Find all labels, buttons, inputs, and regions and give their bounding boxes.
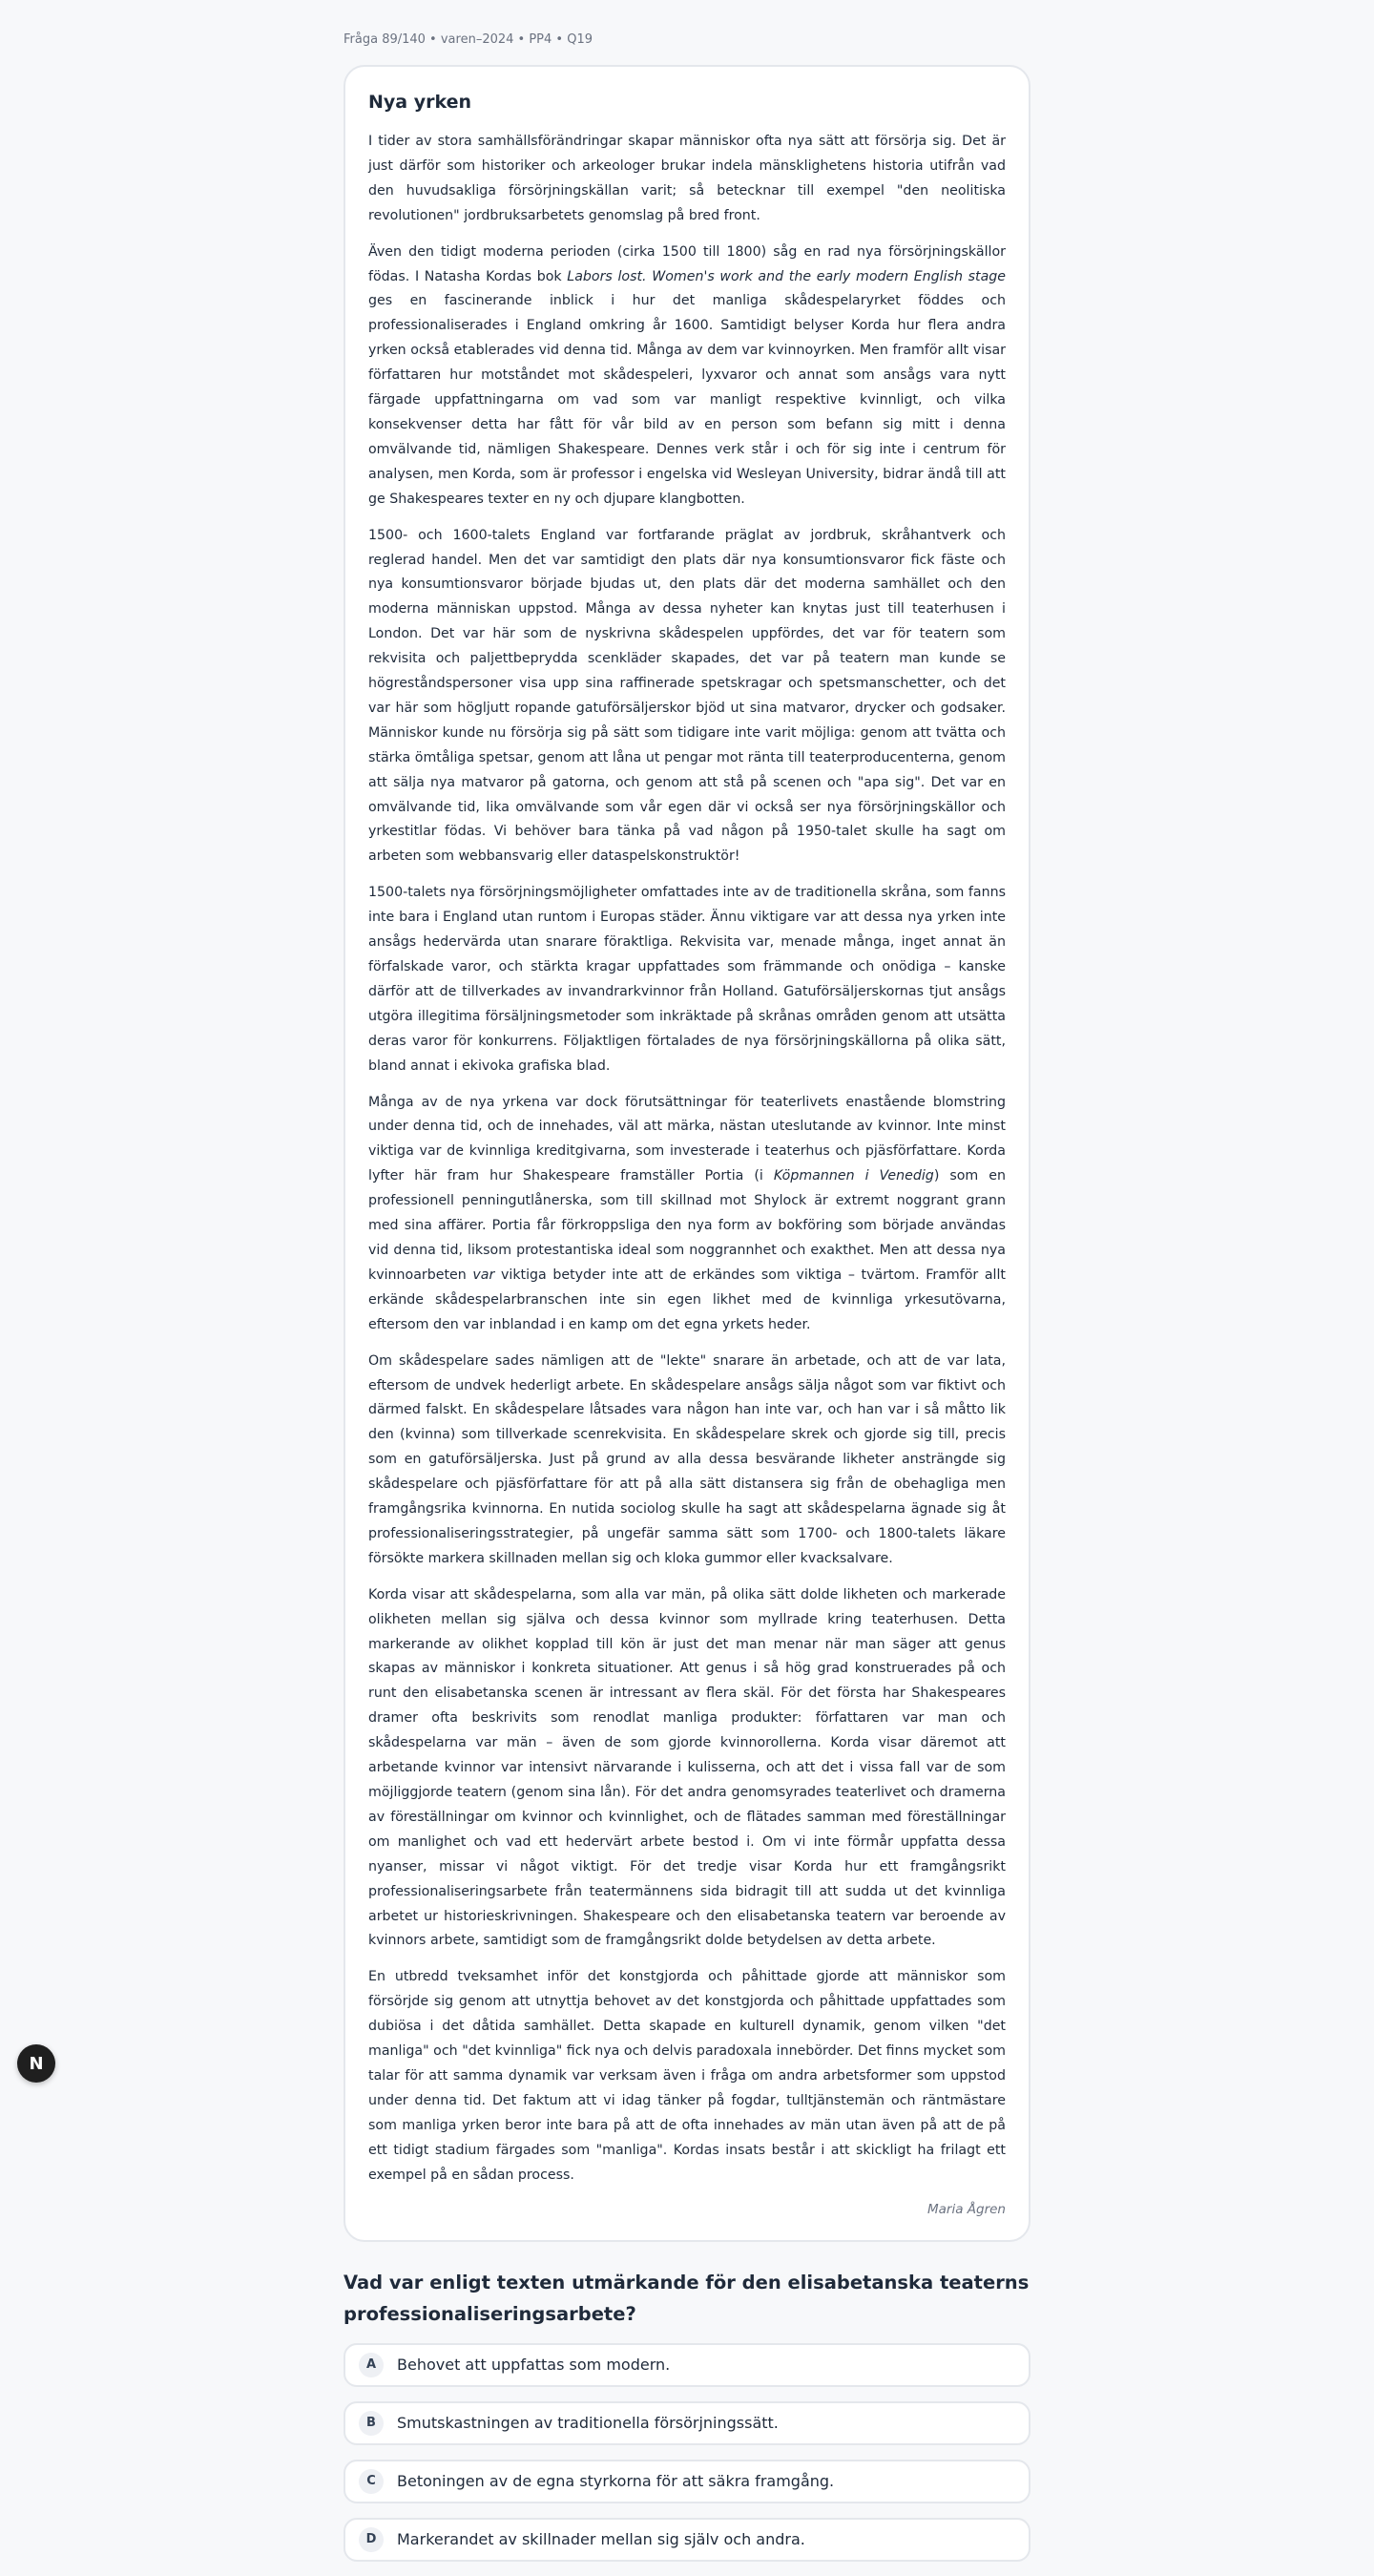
- article-card: [344, 65, 1030, 2242]
- nextjs-logo-icon: N: [29, 2053, 44, 2074]
- text-segment: Många av de nya yrkena var dock förutsättningar för teaterlivets enastående blomstring under denna tid, och de innehades, väl att märka, nästan uteslutande av kvinnor. Inte minst viktiga var de kvinnliga kreditgivarna, som investerade i teaterhus och pjäsförfattare. Korda lyfter här fram hur Shakespeare framställer Portia (i: [368, 1094, 1006, 1184]
- article-title: Nya yrken: [368, 92, 472, 113]
- option-text: Smutskastningen av traditionella försörjningssätt.: [397, 2414, 779, 2432]
- article-paragraph-6: Om skådespelare sades nämligen att de "lekte" snarare än arbetade, och att de var lata, eftersom de undvek hederligt arbete. En skådespelare ansågs sälja något som var fiktivt och därmed falskt. En skådespelare låtsades vara någon han inte var, och han var i så måtto lik den (kvinna) som tillverkade scenrekvisita. En skådespelare skrek och gjorde sig till, precis som en gatuförsäljerska. Just på grund av alla dessa besvärande likheter ansträngde sig skådespelare och pjäsförfattare för att på alla sätt distansera sig från de obehagliga men framgångsrika kvinnorna. En nutida sociolog skulle ha sagt att skådespelarna ägnade sig åt professionaliseringsstrategier, på ungefär samma sätt som 1700- och 1800-talets läkare försökte markera skillnaden mellan sig och kloka gummor eller kvacksalvare.: [368, 1352, 1006, 1566]
- article-paragraph-5: [368, 1091, 1006, 1338]
- question-meta: Fråga 89/140 • varen–2024 • PP4 • Q19: [344, 32, 593, 47]
- article-paragraph-2: [368, 241, 1006, 513]
- answer-options: [344, 2343, 1030, 2562]
- option-text: Betoningen av de egna styrkorna för att säkra framgång.: [397, 2472, 835, 2490]
- article-author: Maria Ågren: [926, 2201, 1006, 2217]
- article-paragraph-1: I tider av stora samhällsförändringar skapar människor ofta nya sätt att försörja sig. Det är just därför som historiker och arkeologer brukar indela mänsklighetens historia utifrån vad den huvudsakliga försörjningskällan varit; så betecknar till exempel "den neolitiska revolutionen" jordbruksarbetets genomslag på bred front.: [368, 134, 1006, 223]
- question-text: Vad var enligt texten utmärkande för den elisabetanska teaterns professionaliseringsarbete?: [344, 2271, 1030, 2325]
- option-text: Behovet att uppfattas som modern.: [397, 2356, 671, 2374]
- answer-option-d[interactable]: [344, 2518, 1030, 2562]
- answer-option-a[interactable]: [344, 2343, 1030, 2387]
- page-container: [344, 0, 1030, 2576]
- article-paragraph-4: 1500-talets nya försörjningsmöjligheter omfattades inte av de traditionella skråna, som fanns inte bara i England utan runtom i Europas städer. Ännu viktigare var att dessa nya yrken inte ansågs hedervärda utan snarare föraktliga. Rekvisita var, menade många, inget annat än förfalskade varor, och stärkta kragar uppfattades som främmande och onödiga – kanske därför att de tillverkades av invandrarkvinnor från Holland. Gatuförsäljerskornas tjut ansågs utgöra illegitima försäljningsmetoder som inkräktade på skrånas områden genom att utsätta deras varor för konkurrens. Följaktligen förtalades de nya försörjningskällorna på olika sätt, bland annat i ekivoka grafiska blad.: [368, 885, 1006, 1074]
- article-paragraph-7: Korda visar att skådespelarna, som alla var män, på olika sätt dolde likheten och markerade olikheten mellan sig själva och dessa kvinnor som myllrade kring teaterhusen. Detta markerande av olikhet kopplad till kön är just det man menar när man säger att genus skapas av människor i konkreta situationer. Att genus i så hög grad konstruerades på och runt den elisabetanska scenen är intressant av flera skäl. För det första har Shakespeares dramer ofta beskrivits som renodlat manliga produkter: författaren var man och skådespelarna var män – även de som gjorde kvinnorollerna. Korda visar däremot att arbetande kvinnor var intensivt närvarande i kulisserna, och att det i vissa fall var de som möjliggjorde teatern (genom sina lån). För det andra genomsyrades teaterlivet och dramerna av föreställningar om kvinnor och kvinnlighet, och de flätades samman med föreställningar om manlighet och vad ett hedervärt arbete bestod i. Om vi inte förmår uppfatta dessa nyanser, missar vi något viktigt. För det tredje visar Korda hur ett framgångsrikt professionaliseringsarbete från teatermännens sida bidragit till att sudda ut det kvinnliga arbetet ur historieskrivningen. Shakespeare och den elisabetanska teatern var beroende av kvinnors arbete, samtidigt som de framgångsrikt dolde betydelsen av detta arbete.: [368, 1586, 1006, 1949]
- text-segment: ges en fascinerande inblick i hur det manliga skådespelaryrket föddes och professionaliserades i England omkring år 1600. Samtidigt belyser Korda hur flera andra yrken också etablerades vid denna tid. Många av dem var kvinnoyrken. Men framför allt visar författaren hur motståndet mot skådespeleri, lyxvaror och annat som ansågs vara nytt färgade uppfattningarna om vad som var manligt respektive kvinnligt, och vilka konsekvenser detta har fått för vår bild av en person som befann sig mitt i denna omvälvande tid, nämligen Shakespeare. Dennes verk står i och för sig inte i centrum för analysen, men Korda, som är professor i engelska vid Wesleyan University, bidrar ändå till att ge Shakespeares texter en ny och djupare klangbotten.: [368, 293, 1006, 507]
- option-text: Markerandet av skillnader mellan sig själv och andra.: [397, 2530, 805, 2548]
- answer-option-b[interactable]: [344, 2401, 1030, 2445]
- text-segment: Även den tidigt moderna perioden (cirka 1500 till 1800) såg en rad nya försörjningskällor födas. I Natasha Kordas bok: [368, 243, 1006, 284]
- option-letter: D: [359, 2527, 384, 2552]
- article-paragraph-3: 1500- och 1600-talets England var fortfarande präglat av jordbruk, skråhantverk och reglerad handel. Men det var samtidigt den plats där nya konsumtionsvaror fick fäste och nya konsumtionsvaror började bjudas ut, den plats där det moderna samhället och den moderna människan uppstod. Många av dessa nyheter kan knytas just till teaterhusen i London. Det var här som de nyskrivna skådespelen uppfördes, det var för teatern som rekvisita och paljettbeprydda scenkläder skapades, det var på teatern man kunde se högreståndspersoner visa upp sina raffinerade spetskragar och spetsmanschetter, och det var här som högljutt ropande gatuförsäljerskor bjöd ut sina matvaror, drycker och godsaker. Människor kunde nu försörja sig på sätt som tidigare inte varit möjliga: genom att tvätta och stärka ömtåliga spetsar, genom att låna ut pengar mot ränta till teaterproducenterna, genom att sälja nya matvaror på gatorna, och genom att stå på scenen och "apa sig". Det var en omvälvande tid, lika omvälvande som vår egen där vi också ser nya försörjningskällor och yrkestitlar födas. Vi behöver bara tänka på vad någon på 1950-talet skulle ha sagt om arbeten som webbansvarig eller dataspelskonstruktör!: [368, 527, 1006, 865]
- text-segment: viktiga betyder inte att de erkändes som viktiga – tvärtom. Framför allt erkände skådespelarbranschen inte sin egen likhet med de kvinnliga yrkesutövarna, eftersom den var inblandad i en kamp om det egna yrkets heder.: [368, 1267, 1006, 1332]
- nextjs-logo-button[interactable]: [17, 2044, 55, 2083]
- emphasis: var: [472, 1267, 495, 1283]
- option-letter: A: [359, 2353, 384, 2377]
- answer-option-c[interactable]: [344, 2460, 1030, 2503]
- article-paragraph-8: En utbredd tveksamhet inför det konstgjorda och påhittade gjorde att människor som försörjde sig genom att utnyttja behovet av det konstgjorda och påhittade uppfattades som dubiösa i det dåtida samhället. Detta skapade en kulturell dynamik, genom vilken "det manliga" och "det kvinnliga" fick nya och delvis paradoxala innebörder. Det finns mycket som talar för att samma dynamik var verksam även i fråga om andra arbetsformer som uppstod under denna tid. Det faktum att vi idag tänker på fogdar, tulltjänstemän och räntmästare som manliga yrken beror inte bara på att de ofta innehades av män utan även på att de på ett tidigt stadium färgades som "manliga". Kordas insats består i att skickligt ha frilagt ett exempel på en sådan process.: [368, 1969, 1006, 2183]
- option-letter: B: [359, 2411, 384, 2436]
- play-title: Köpmannen i Venedig: [773, 1168, 934, 1184]
- option-letter: C: [359, 2469, 384, 2494]
- book-title: Labors lost. Women's work and the early modern English stage: [567, 268, 1006, 284]
- text-segment: ) som en professionell penningutlånerska, som till skillnad mot Shylock är extremt noggrant grann med sina affärer. Portia får förkroppsliga den nya form av bokföring som började användas vid denna tid, liksom protestantiska ideal som noggrannhet och exakthet. Men att dessa nya kvinnoarbeten: [368, 1168, 1006, 1283]
